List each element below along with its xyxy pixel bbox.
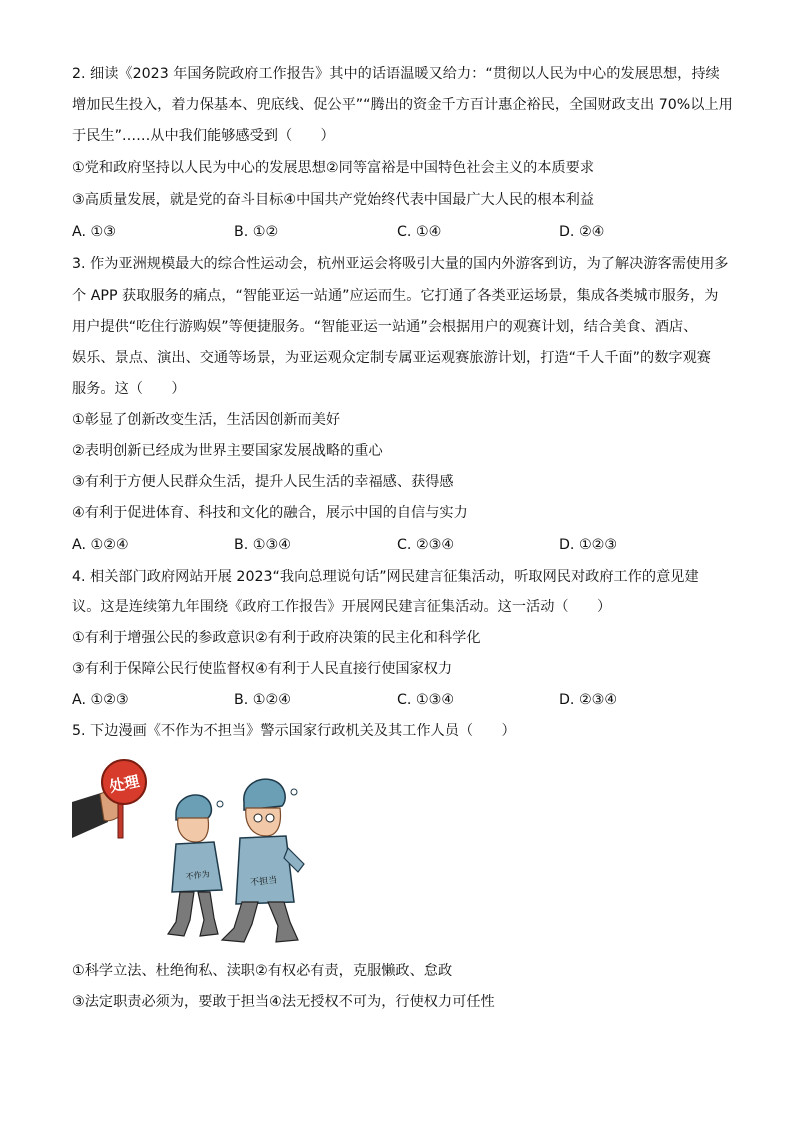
cartoon-figure-left (168, 795, 223, 936)
q3-option-a[interactable]: A. ①②④ (72, 537, 129, 553)
q4-statements-line-2: ③有利于保障公民行使监督权④有利于人民直接行使国家权力 (72, 661, 453, 677)
q2-line-3: 于民生”……从中我们能够感受到（ ） (72, 128, 335, 144)
q3-option-c[interactable]: C. ②③④ (397, 537, 455, 553)
q5-statements-line-1: ①科学立法、杜绝徇私、渎职②有权必有责，克服懒政、怠政 (72, 963, 453, 979)
q4-option-c[interactable]: C. ①③④ (397, 692, 455, 708)
q3-line-4: 娱乐、景点、演出、交通等场景，为亚运观众定制专属亚运观赛旅游计划，打造“千人千面”的数字观赛 (72, 350, 711, 366)
q3-statement-2: ②表明创新已经成为世界主要国家发展战略的重心 (72, 443, 383, 459)
q2-option-a[interactable]: A. ①③ (72, 224, 116, 240)
q4-option-b[interactable]: B. ①②④ (234, 692, 291, 708)
q2-statements-line-1: ①党和政府坚持以人民为中心的发展思想②同等富裕是中国特色社会主义的本质要求 (72, 160, 595, 176)
cartoon-sign-text: 处理 (107, 772, 141, 796)
cartoon-figure-right (222, 779, 304, 942)
q5-line-1: 5. 下边漫画《不作为不担当》警示国家行政机关及其工作人员（ ） (72, 723, 516, 739)
q3-option-b[interactable]: B. ①③④ (234, 537, 291, 553)
q3-option-d[interactable]: D. ①②③ (559, 537, 618, 553)
q3-statement-4: ④有利于促进体育、科技和文化的融合，展示中国的自信与实力 (72, 505, 468, 521)
q3-line-1: 3. 作为亚洲规模最大的综合性运动会，杭州亚运会将吸引大量的国内外游客到访，为了解决游客需使用多 (72, 256, 729, 272)
q2-statements-line-2: ③高质量发展，就是党的奋斗目标④中国共产党始终代表中国最广大人民的根本利益 (72, 192, 595, 208)
q3-statement-1: ①彰显了创新改变生活，生活因创新而美好 (72, 412, 341, 428)
q2-line-2: 增加民生投入，着力保基本、兜底线、促公平”“腾出的资金千方百计惠企裕民，全国财政支出 70%以上用 (72, 97, 733, 113)
q3-line-3: 用户提供“吃住行游购娱”等便捷服务。“智能亚运一站通”会根据用户的观赛计划，结合美食、酒店、 (72, 319, 698, 335)
q3-line-2: 个 APP 获取服务的痛点，“智能亚运一站通”应运而生。它打通了各类亚运场景，集成各类城市服务，为 (72, 288, 719, 304)
q2-option-b[interactable]: B. ①② (234, 224, 279, 240)
q4-statements-line-1: ①有利于增强公民的参政意识②有利于政府决策的民主化和科学化 (72, 630, 481, 646)
q2-line-1: 2. 细读《2023 年国务院政府工作报告》其中的话语温暖又给力：“贯彻以人民为中心的发展思想，持续 (72, 66, 720, 82)
q2-option-c[interactable]: C. ①④ (397, 224, 442, 240)
q4-line-1: 4. 相关部门政府网站开展 2023“我向总理说句话”网民建言征集活动，听取网民对政府工作的意见建 (72, 569, 699, 585)
cartoon-label-right: 不担当 (249, 875, 278, 889)
cartoon-illustration (72, 752, 312, 947)
q4-option-a[interactable]: A. ①②③ (72, 692, 129, 708)
q3-line-5: 服务。这（ ） (72, 381, 186, 397)
cartoon-label-left: 不作为 (185, 869, 211, 882)
q2-option-d[interactable]: D. ②④ (559, 224, 605, 240)
q4-option-d[interactable]: D. ②③④ (559, 692, 618, 708)
q5-statements-line-2: ③法定职责必须为，要敢于担当④法无授权不可为，行使权力可任性 (72, 994, 495, 1010)
q4-line-2: 议。这是连续第九年围绕《政府工作报告》开展网民建言征集活动。这一活动（ ） (72, 599, 612, 615)
q3-statement-3: ③有利于方便人民群众生活，提升人民生活的幸福感、获得感 (72, 474, 454, 490)
